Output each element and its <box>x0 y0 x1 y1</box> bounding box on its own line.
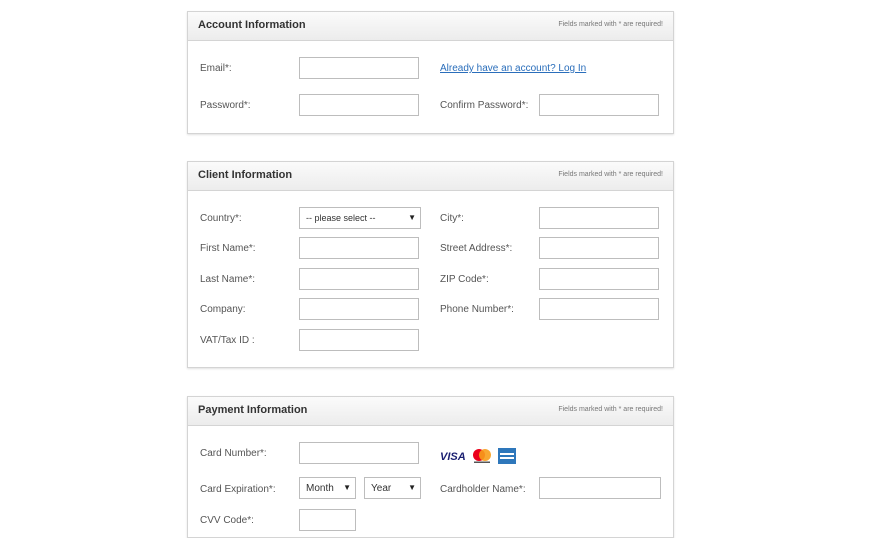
company-label: Company: <box>200 304 246 315</box>
phone-number-label: Phone Number*: <box>440 304 514 315</box>
visa-icon: VISA <box>440 451 466 463</box>
city-field[interactable] <box>539 207 659 229</box>
required-fields-note: Fields marked with * are required! <box>558 171 663 178</box>
zip-code-label: ZIP Code*: <box>440 274 489 285</box>
required-fields-note: Fields marked with * are required! <box>558 406 663 413</box>
payment-information-panel <box>187 396 674 538</box>
cardholder-name-field[interactable] <box>539 477 661 499</box>
password-field[interactable] <box>299 94 419 116</box>
amex-icon <box>498 448 516 469</box>
city-label: City*: <box>440 213 464 224</box>
street-address-field[interactable] <box>539 237 659 259</box>
last-name-label: Last Name*: <box>200 274 256 285</box>
payment-panel-title: Payment Information <box>198 404 308 416</box>
card-number-field[interactable] <box>299 442 419 464</box>
company-field[interactable] <box>299 298 419 320</box>
chevron-down-icon: ▼ <box>408 213 416 222</box>
vat-tax-id-label: VAT/Tax ID : <box>200 335 255 346</box>
card-expiration-label: Card Expiration*: <box>200 484 276 495</box>
client-panel-title: Client Information <box>198 169 293 181</box>
email-label: Email*: <box>200 63 232 74</box>
vat-tax-id-field[interactable] <box>299 329 419 351</box>
mastercard-icon <box>472 448 492 469</box>
street-address-label: Street Address*: <box>440 243 513 254</box>
card-number-label: Card Number*: <box>200 448 267 459</box>
zip-code-field[interactable] <box>539 268 659 290</box>
chevron-down-icon: ▼ <box>343 483 351 492</box>
month-select-value: Month <box>306 483 334 494</box>
country-label: Country*: <box>200 213 242 224</box>
account-information-panel <box>187 11 674 134</box>
last-name-field[interactable] <box>299 268 419 290</box>
payment-panel-header <box>188 397 673 426</box>
email-field[interactable] <box>299 57 419 79</box>
confirm-password-label: Confirm Password*: <box>440 100 529 111</box>
first-name-field[interactable] <box>299 237 419 259</box>
expiration-month-select[interactable] <box>299 477 356 499</box>
account-panel-header <box>188 12 673 41</box>
country-select-value: -- please select -- <box>306 213 376 223</box>
login-link[interactable]: Already have an account? Log In <box>440 63 587 74</box>
year-select-value: Year <box>371 483 392 494</box>
required-fields-note: Fields marked with * are required! <box>558 21 663 28</box>
phone-number-field[interactable] <box>539 298 659 320</box>
account-panel-title: Account Information <box>198 19 306 31</box>
cvv-code-label: CVV Code*: <box>200 515 254 526</box>
first-name-label: First Name*: <box>200 243 256 254</box>
password-label: Password*: <box>200 100 251 111</box>
client-panel-header <box>188 162 673 191</box>
confirm-password-field[interactable] <box>539 94 659 116</box>
chevron-down-icon: ▼ <box>408 483 416 492</box>
client-information-panel <box>187 161 674 368</box>
country-select[interactable] <box>299 207 421 229</box>
expiration-year-select[interactable] <box>364 477 421 499</box>
cardholder-name-label: Cardholder Name*: <box>440 484 526 495</box>
